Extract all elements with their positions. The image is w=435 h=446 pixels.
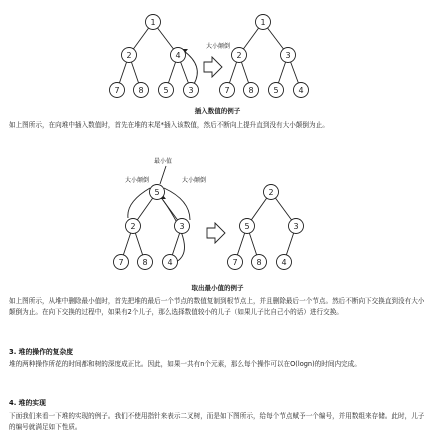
- tree-node: 8: [248, 86, 254, 95]
- section3-text: 堆的两种操作所花的时间都和树的深度成正比。因此，如果一共有n个元素，那么每个操作可以在O(logn)的时间内完成。: [9, 360, 361, 368]
- section3-paragraph: [9, 359, 425, 370]
- remove-min-figure: [0, 150, 435, 282]
- tree-node: 5: [163, 86, 169, 95]
- tree-node: 1: [150, 18, 156, 27]
- tree-node: 5: [244, 222, 250, 231]
- swap-label: 大小颠倒: [205, 43, 231, 50]
- swap-label-left: 大小颠倒: [124, 177, 150, 184]
- remove-min-diagram: [0, 150, 435, 282]
- tree-node: 4: [298, 86, 304, 95]
- tree-node: 7: [118, 258, 124, 267]
- remove-min-caption: 取出最小值的例子: [191, 284, 244, 292]
- tree-node: 4: [175, 51, 181, 60]
- tree-node: 3: [188, 86, 194, 95]
- tree-node: 2: [126, 51, 132, 60]
- section4-paragraph: [9, 411, 425, 432]
- insert-paragraph: [9, 120, 425, 131]
- tree-node: 7: [114, 86, 120, 95]
- tree-node: 8: [256, 258, 262, 267]
- tree-node: 2: [268, 188, 274, 197]
- swap-label-right: 大小颠倒: [181, 177, 207, 184]
- tree-node: 7: [232, 258, 238, 267]
- tree-node: 1: [260, 18, 266, 27]
- tree-node: 3: [293, 222, 299, 231]
- remove-min-paragraph: [9, 296, 425, 317]
- tree-node: 4: [167, 258, 173, 267]
- tree-node: 8: [138, 86, 144, 95]
- tree-node: 5: [273, 86, 279, 95]
- section4-text: 下面我们来看一下堆的实现的例子。我们不使用指针来表示二叉树，而是如下图所示，给每个节点赋予一个编号，并用数组来存储。此时，儿子的编号就满足如下性质。: [9, 412, 425, 431]
- tree-node: 8: [142, 258, 148, 267]
- tree-node: 3: [179, 222, 185, 231]
- tree-node: 5: [154, 188, 160, 197]
- tree-node: 2: [130, 222, 136, 231]
- insert-caption: 插入数值的例子: [194, 107, 241, 115]
- min-value-label: 最小值: [153, 158, 173, 165]
- section3-heading: 3. 堆的操作的复杂度: [9, 348, 74, 356]
- remove-min-paragraph-text: 如上图所示，从堆中删除最小值时，首先把堆的最后一个节点的数值复制到根节点上，并且删除最后一个节点。然后不断向下交换直到没有大小颠倒为止。在向下交换的过程中，如果有2个儿子，那么选择数值较小的儿子（如果儿子比自己小的话）进行交换。: [9, 297, 425, 316]
- tree-node: 2: [236, 51, 242, 60]
- tree-node: 7: [224, 86, 230, 95]
- insert-paragraph-text: 如上图所示，在向堆中插入数值时，首先在堆的末尾*插入该数值，然后不断向上提升直到没有大小颠倒为止。: [9, 121, 329, 129]
- tree-node: 4: [281, 258, 287, 267]
- section4-heading: 4. 堆的实现: [9, 399, 46, 407]
- insert-figure: [0, 4, 435, 104]
- tree-node: 3: [285, 51, 291, 60]
- transition-arrow-icon: [204, 57, 222, 77]
- insert-diagram: [0, 4, 435, 104]
- transition-arrow-icon: [207, 223, 225, 243]
